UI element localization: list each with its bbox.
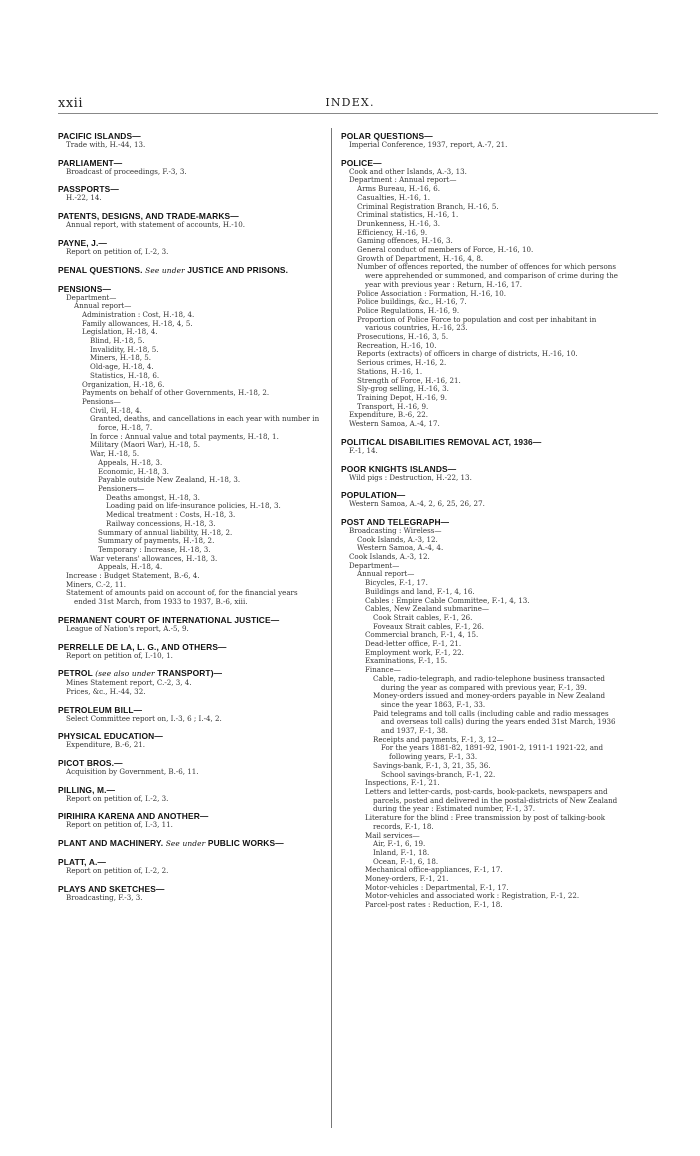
entry-text: Mechanical office-appliances, F.-1, 17. bbox=[365, 865, 503, 875]
heading-text: PLAYS AND SKETCHES— bbox=[58, 883, 165, 894]
entry-text: Stations, H.-16, 1. bbox=[357, 366, 423, 376]
index-entry bbox=[58, 821, 323, 830]
heading-text: PATENTS, DESIGNS, AND TRADE-MARKS— bbox=[58, 211, 239, 222]
entry-text: Proportion of Police Force to population and cost per inhabitant in various countries, H.-16, 23. bbox=[357, 314, 597, 333]
entry-text: Department : Annual report— bbox=[349, 175, 457, 185]
index-heading bbox=[341, 464, 626, 474]
entry-text: Employment work, F.-1, 22. bbox=[365, 647, 464, 657]
entry-text: Invalidity, H.-18, 5. bbox=[90, 344, 159, 354]
entry-text: Foveaux Strait cables, F.-1, 26. bbox=[373, 621, 484, 631]
index-entry bbox=[58, 625, 323, 634]
entry-text: Blind, H.-18, 5. bbox=[90, 336, 145, 346]
entry-text: Cook Strait cables, F.-1, 26. bbox=[373, 612, 473, 622]
entry-text: Loading paid on life-insurance policies, H.-18, 3. bbox=[106, 501, 281, 511]
entry-text: Legislation, H.-18, 4. bbox=[82, 327, 158, 337]
entry-text: Motor-vehicles and associated work : Registration, F.-1, 22. bbox=[365, 891, 580, 901]
index-entry bbox=[58, 795, 323, 804]
index-entry bbox=[58, 248, 323, 257]
entry-text: Number of offences reported, the number of offences for which persons were apprehended or summoned, and comparison of crime during the year with previous year : Return, H.-16, 17. bbox=[357, 262, 618, 289]
entry-text: Reports (extracts) of officers in charge of districts, H.-16, 10. bbox=[357, 349, 578, 359]
left-index-column bbox=[58, 131, 323, 903]
heading-text: PERRELLE DE LA, L. G., AND OTHERS— bbox=[58, 641, 227, 652]
heading-text: PIRIHIRA KARENA AND ANOTHER— bbox=[58, 811, 209, 822]
column-divider bbox=[331, 128, 332, 1128]
index-entry bbox=[341, 901, 626, 910]
heading-text: POPULATION— bbox=[341, 490, 406, 501]
entry-text: Organization, H.-18, 6. bbox=[82, 379, 165, 389]
entry-text: Economic, H.-18, 3. bbox=[98, 466, 169, 476]
entry-text: Criminal statistics, H.-16, 1. bbox=[357, 210, 459, 220]
entry-text: Granted, deaths, and cancellations in each year with number in force, H.-18, 7. bbox=[90, 414, 320, 433]
index-entry bbox=[58, 221, 323, 230]
page-title: INDEX. bbox=[325, 96, 375, 109]
entry-text: Department— bbox=[66, 292, 117, 302]
entry-text: Criminal Registration Branch, H.-16, 5. bbox=[357, 201, 499, 211]
index-entry bbox=[58, 768, 323, 777]
entry-text: Railway concessions, H.-18, 3. bbox=[106, 518, 216, 528]
entry-text: Pensioners— bbox=[98, 483, 145, 493]
entry-text: Drunkenness, H.-16, 3. bbox=[357, 218, 440, 228]
entry-text: Report on petition of, I.-10, 1. bbox=[66, 650, 173, 660]
heading-text: PENSIONS— bbox=[58, 283, 112, 294]
entry-text: Trade with, H.-44, 13. bbox=[66, 140, 146, 149]
entry-text: Appeals, H.-18, 3. bbox=[98, 457, 163, 467]
index-entry bbox=[58, 715, 323, 724]
entry-text: Finance— bbox=[365, 665, 401, 675]
see-target: PUBLIC WORKS— bbox=[207, 838, 284, 849]
heading-text: POLAR QUESTIONS— bbox=[341, 131, 433, 141]
entry-text: Old-age, H.-18, 4. bbox=[90, 362, 154, 372]
index-entry bbox=[58, 652, 323, 661]
entry-text: Arms Bureau, H.-16, 6. bbox=[357, 184, 440, 194]
index-heading bbox=[341, 437, 626, 447]
entry-text: Ocean, F.-1, 6, 18. bbox=[373, 856, 439, 866]
entry-text: Summary of payments, H.-18, 2. bbox=[98, 536, 215, 546]
entry-text: Efficiency, H.-16, 9. bbox=[357, 227, 428, 237]
see-target: JUSTICE AND PRISONS. bbox=[187, 264, 289, 275]
heading-text: PICOT BROS.— bbox=[58, 758, 123, 769]
entry-text: Prices, &c., H.-44, 32. bbox=[66, 686, 146, 696]
index-entry bbox=[58, 589, 323, 606]
entry-text: Cook Islands, A.-3, 12. bbox=[349, 552, 430, 562]
entry-text: Family allowances, H.-18, 4, 5. bbox=[82, 318, 193, 328]
entry-text: School savings-branch, F.-1, 22. bbox=[381, 769, 496, 779]
entry-text: Expenditure, B.-6, 21. bbox=[66, 740, 145, 750]
entry-text: H.-22, 14. bbox=[66, 193, 102, 203]
entry-text: Report on petition of, I.-2, 2. bbox=[66, 866, 169, 876]
index-entry bbox=[58, 688, 323, 697]
entry-text: Broadcasting, F.-3, 3. bbox=[66, 892, 143, 902]
entry-text: Western Samoa, A.-4, 4. bbox=[357, 543, 444, 553]
entry-text: Report on petition of, I.-2, 3. bbox=[66, 246, 169, 256]
entry-text: Money-orders, F.-1, 21. bbox=[365, 874, 449, 884]
index-entry bbox=[341, 474, 626, 483]
heading-text: POST AND TELEGRAPH— bbox=[341, 516, 450, 527]
entry-text: Commercial branch, F.-1, 4, 15. bbox=[365, 630, 479, 640]
entry-text: Annual report, with statement of accounts, H.-10. bbox=[66, 220, 245, 230]
entry-text: Inspections, F.-1, 21. bbox=[365, 778, 440, 788]
entry-text: Summary of annual liability, H.-18, 2. bbox=[98, 527, 233, 537]
see-reference: See under bbox=[165, 839, 206, 849]
entry-text: Savings-bank, F.-1, 3, 21, 35, 36. bbox=[373, 760, 491, 770]
see-target: TRANSPORT)— bbox=[157, 668, 223, 679]
entry-text: Increase : Budget Statement, B.-6, 4. bbox=[66, 571, 200, 581]
entry-text: Recreation, H.-16, 10. bbox=[357, 340, 437, 350]
entry-text: Strength of Force, H.-16, 21. bbox=[357, 375, 461, 385]
header-rule bbox=[58, 113, 658, 114]
entry-text: Cable, radio-telegraph, and radio-telephone business transacted during the year as compared with previous year, F.-1, 39. bbox=[373, 673, 605, 692]
heading-text: POOR KNIGHTS ISLANDS— bbox=[341, 463, 457, 474]
entry-text: Cook and other Islands, A.-3, 13. bbox=[349, 166, 467, 176]
entry-text: Payments on behalf of other Governments, H.-18, 2. bbox=[82, 388, 270, 398]
index-entry bbox=[58, 141, 323, 150]
entry-text: Serious crimes, H.-16, 2. bbox=[357, 358, 447, 368]
heading-text: PASSPORTS— bbox=[58, 184, 119, 195]
index-entry bbox=[341, 744, 626, 761]
entry-text: Western Samoa, A.-4, 2, 6, 25, 26, 27. bbox=[349, 499, 485, 509]
entry-text: Statement of amounts paid on account of, for the financial years ended 31st March, from 1933 to 1937, B.-6, xiii. bbox=[66, 588, 298, 607]
entry-text: Deaths amongst, H.-18, 3. bbox=[106, 492, 200, 502]
heading-text: PLANT AND MACHINERY. bbox=[58, 838, 164, 849]
entry-text: Parcel-post rates : Reduction, F.-1, 18. bbox=[365, 900, 503, 910]
entry-text: Cables, New Zealand submarine— bbox=[365, 604, 489, 614]
index-entry bbox=[341, 447, 626, 456]
entry-text: Prosecutions, H.-16, 3, 5. bbox=[357, 332, 449, 342]
entry-text: Growth of Department, H.-16, 4, 8. bbox=[357, 253, 484, 263]
index-entry bbox=[58, 168, 323, 177]
entry-text: Cook Islands, A.-3, 12. bbox=[357, 534, 438, 544]
entry-text: Letters and letter-cards, post-cards, book-packets, newspapers and parcels, posted and delivered in the postal-districts of New Zealand during the year : Estimated number, F.-1, 37. bbox=[365, 787, 618, 814]
entry-text: War, H.-18, 5. bbox=[90, 449, 140, 459]
entry-text: For the years 1881-82, 1891-92, 1901-2, 1911-1 1921-22, and following years, F.-1, 33. bbox=[381, 743, 604, 762]
entry-text: League of Nation's report, A.-5, 9. bbox=[66, 623, 189, 633]
entry-text: Police Association : Formation, H.-16, 10. bbox=[357, 288, 506, 298]
see-reference: (see also under bbox=[95, 669, 155, 679]
entry-text: Examinations, F.-1, 15. bbox=[365, 656, 448, 666]
entry-text: Report on petition of, I.-3, 11. bbox=[66, 820, 173, 830]
index-entry bbox=[341, 500, 626, 509]
entry-text: Miners, C.-2, 11. bbox=[66, 579, 126, 589]
heading-text: POLICE— bbox=[341, 157, 382, 168]
entry-text: Statistics, H.-18, 6. bbox=[90, 370, 160, 380]
entry-text: Air, F.-1, 6, 19. bbox=[373, 839, 426, 849]
entry-text: Motor-vehicles : Departmental, F.-1, 17. bbox=[365, 882, 509, 892]
entry-text: Paid telegrams and toll calls (including cable and radio messages and overseas toll calls) during the years ended 31st March, 1936 and 1937, F.-1, 38. bbox=[373, 708, 616, 736]
entry-text: Military (Maori War), H.-18, 5. bbox=[90, 440, 200, 450]
entry-text: Money-orders issued and money-orders payable in New Zealand since the year 1863, F.-1, 33. bbox=[373, 691, 606, 709]
entry-text: Imperial Conference, 1937, report, A.-7, 21. bbox=[349, 140, 508, 149]
entry-text: Literature for the blind : Free transmission by post of talking-book records, F.-1, 18. bbox=[365, 813, 606, 831]
entry-text: In force : Annual value and total payments, H.-18, 1. bbox=[90, 431, 279, 441]
index-entry bbox=[341, 692, 626, 709]
index-entry bbox=[341, 814, 626, 831]
entry-text: Expenditure, B.-6, 22. bbox=[349, 410, 428, 420]
index-entry bbox=[341, 710, 626, 736]
page-number: xxii bbox=[58, 96, 83, 111]
index-entry bbox=[58, 741, 323, 750]
entry-text: War veterans' allowances, H.-18, 3. bbox=[90, 553, 218, 563]
entry-text: Police buildings, &c., H.-16, 7. bbox=[357, 297, 467, 307]
entry-text: Mines Statement report, C.-2, 3, 4. bbox=[66, 678, 192, 688]
right-index-column bbox=[341, 131, 626, 910]
entry-text: Select Committee report on, I.-3, 6 ; I.-4, 2. bbox=[66, 713, 222, 723]
index-heading bbox=[58, 265, 323, 276]
index-entry bbox=[341, 263, 626, 289]
entry-text: Transport, H.-16, 9. bbox=[357, 401, 429, 411]
entry-text: F.-1, 14. bbox=[349, 445, 378, 455]
entry-text: Casualties, H.-16, 1. bbox=[357, 192, 430, 202]
index-entry bbox=[341, 141, 626, 150]
entry-text: Broadcasting : Wireless— bbox=[349, 525, 442, 535]
index-entry bbox=[58, 867, 323, 876]
entry-text: Police Regulations, H.-16, 9. bbox=[357, 305, 460, 315]
entry-text: Inland, F.-1, 18. bbox=[373, 847, 430, 857]
entry-text: Appeals, H.-18, 4. bbox=[98, 562, 163, 572]
index-entry bbox=[58, 894, 323, 903]
heading-text: PACIFIC ISLANDS— bbox=[58, 131, 141, 141]
entry-text: Cables : Empire Cable Committee, F.-1, 4, 13. bbox=[365, 595, 530, 605]
entry-text: General conduct of members of Force, H.-16, 10. bbox=[357, 245, 534, 255]
entry-text: Sly-grog selling, H.-16, 3. bbox=[357, 384, 449, 394]
see-reference: See under bbox=[145, 265, 185, 275]
entry-text: Dead-letter office, F.-1, 21. bbox=[365, 639, 462, 649]
index-entry bbox=[58, 415, 323, 432]
entry-text: Gaming offences, H.-16, 3. bbox=[357, 236, 453, 246]
entry-text: Western Samoa, A.-4, 17. bbox=[349, 419, 440, 429]
entry-text: Medical treatment : Costs, H.-18, 3. bbox=[106, 510, 236, 520]
heading-text: POLITICAL DISABILITIES REMOVAL ACT, 1936— bbox=[341, 436, 542, 447]
heading-text: PETROLEUM BILL— bbox=[58, 704, 143, 715]
entry-text: Mail services— bbox=[365, 830, 420, 840]
heading-text: PLATT, A.— bbox=[58, 857, 107, 868]
index-entry bbox=[58, 194, 323, 203]
entry-text: Bicycles, F.-1, 17. bbox=[365, 578, 428, 588]
index-entry bbox=[341, 675, 626, 692]
heading-text: PENAL QUESTIONS. bbox=[58, 264, 143, 275]
entry-text: Broadcast of proceedings, F.-3, 3. bbox=[66, 166, 187, 176]
entry-text: Acquisition by Government, B.-6, 11. bbox=[66, 767, 199, 777]
entry-text: Miners, H.-18, 5. bbox=[90, 353, 151, 363]
heading-text: PARLIAMENT— bbox=[58, 157, 123, 168]
entry-text: Wild pigs : Destruction, H.-22, 13. bbox=[349, 472, 472, 482]
entry-text: Department— bbox=[349, 560, 400, 570]
entry-text: Payable outside New Zealand, H.-18, 3. bbox=[98, 475, 241, 485]
entry-text: Report on petition of, I.-2, 3. bbox=[66, 793, 169, 803]
index-entry bbox=[341, 316, 626, 333]
entry-text: Receipts and payments, F.-1, 3, 12— bbox=[373, 734, 504, 744]
index-entry bbox=[341, 420, 626, 429]
heading-text: PETROL bbox=[58, 668, 93, 679]
entry-text: Buildings and land, F.-1, 4, 16. bbox=[365, 586, 475, 596]
entry-text: Training Depot, H.-16, 9. bbox=[357, 392, 448, 402]
entry-text: Administration : Cost, H.-18, 4. bbox=[82, 309, 195, 319]
entry-text: Annual report— bbox=[74, 301, 132, 311]
heading-text: PILLING, M.— bbox=[58, 784, 116, 795]
heading-text: PAYNE, J.— bbox=[58, 237, 107, 248]
index-heading bbox=[58, 838, 323, 849]
index-entry bbox=[341, 788, 626, 814]
entry-text: Temporary : Increase, H.-18, 3. bbox=[98, 544, 211, 554]
heading-text: PERMANENT COURT OF INTERNATIONAL JUSTICE— bbox=[58, 614, 280, 625]
entry-text: Civil, H.-18, 4. bbox=[90, 405, 142, 415]
entry-text: Pensions— bbox=[82, 396, 121, 406]
entry-text: Annual report— bbox=[357, 569, 415, 579]
heading-text: PHYSICAL EDUCATION— bbox=[58, 731, 163, 742]
